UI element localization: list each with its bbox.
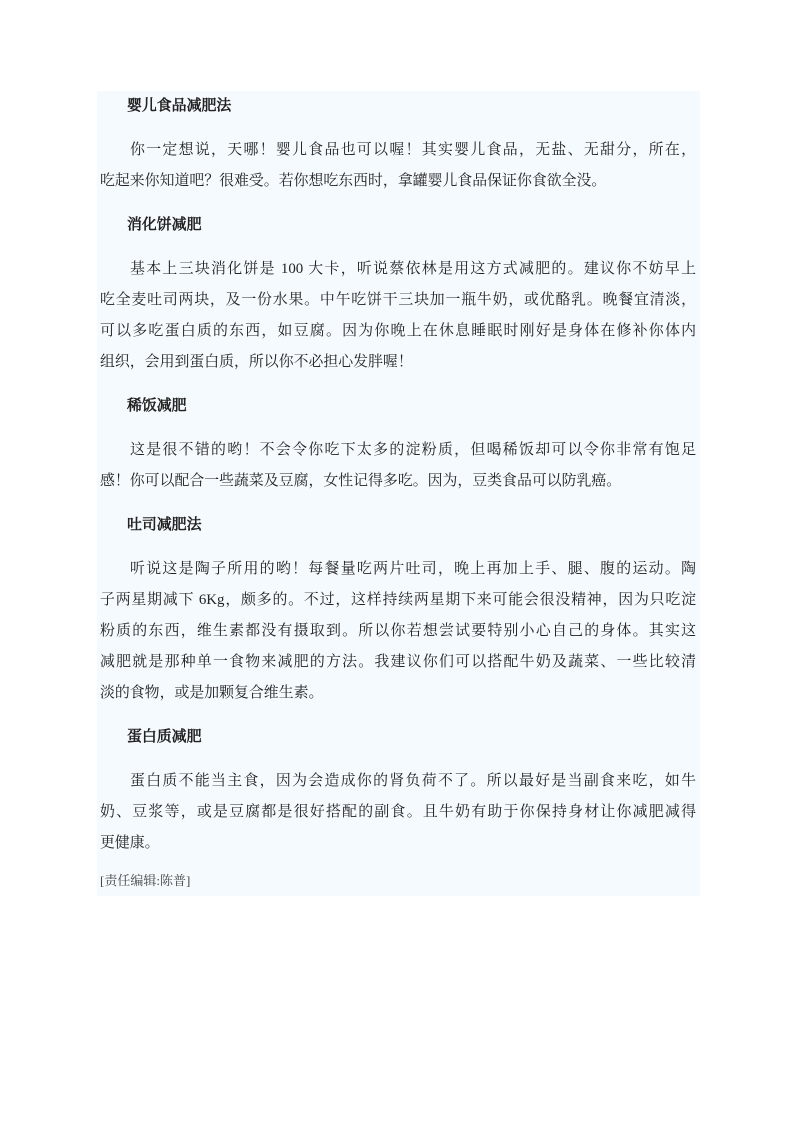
paragraph-line: 子两星期减下 6Kg，颇多的。不过，这样持续两星期下来可能会很没精神，因为只吃淀 xyxy=(100,592,696,608)
paragraph-line: 感！你可以配合一些蔬菜及豆腐，女性记得多吃。因为，豆类食品可以防乳癌。 xyxy=(100,473,622,489)
section-paragraph xyxy=(100,135,696,197)
paragraph-line: 更健康。 xyxy=(100,835,160,851)
paragraph-line: 可以多吃蛋白质的东西，如豆腐。因为你晚上在休息睡眠时刚好是身体在修补你体内 xyxy=(100,323,696,339)
paragraph-line: 蛋白质不能当主食，因为会造成你的肾负荷不了。所以最好是当副食来吃，如牛 xyxy=(130,773,696,789)
section-heading: 蛋白质减肥 xyxy=(127,729,202,745)
paragraph-line: 粉质的东西，维生素都没有摄取到。所以你若想尝试要特别小心自己的身体。其实这 xyxy=(100,623,696,639)
section-paragraph xyxy=(100,554,696,709)
section-heading: 吐司减肥法 xyxy=(127,517,202,533)
section-heading: 稀饭减肥 xyxy=(127,398,187,414)
section-paragraph xyxy=(100,254,696,378)
paragraph-line: 听说这是陶子所用的哟！每餐量吃两片吐司，晚上再加上手、腿、腹的运动。陶 xyxy=(130,561,696,577)
paragraph-line: 你一定想说，天哪！婴儿食品也可以喔！其实婴儿食品，无盐、无甜分，所在， xyxy=(130,142,696,158)
paragraph-line: 吃起来你知道吧？很难受。若你想吃东西时，拿罐婴儿食品保证你食欲全没。 xyxy=(100,173,607,189)
section-paragraph xyxy=(100,435,696,497)
paragraph-line: 淡的食物，或是加颗复合维生素。 xyxy=(100,685,324,701)
section-heading: 消化饼减肥 xyxy=(127,217,202,233)
section-heading: 婴儿食品减肥法 xyxy=(127,98,232,114)
article-body xyxy=(97,91,700,893)
paragraph-line: 吃全麦吐司两块，及一份水果。中午吃饼干三块加一瓶牛奶，或优酪乳。晚餐宜清淡， xyxy=(100,292,696,308)
section-paragraph xyxy=(100,766,696,859)
paragraph-line: 奶、豆浆等，或是豆腐都是很好搭配的副食。且牛奶有助于你保持身材让你减肥减得 xyxy=(100,804,696,820)
paragraph-line: 组织，会用到蛋白质，所以你不必担心发胖喔！ xyxy=(100,354,413,370)
editor-credit: [责任编辑:陈普] xyxy=(100,873,191,888)
paragraph-line: 减肥就是那种单一食物来减肥的方法。我建议你们可以搭配牛奶及蔬菜、一些比较清 xyxy=(100,654,696,670)
article-container xyxy=(97,91,700,896)
paragraph-line: 这是很不错的哟！不会令你吃下太多的淀粉质，但喝稀饭却可以令你非常有饱足 xyxy=(130,442,696,458)
paragraph-line: 基本上三块消化饼是 100 大卡，听说蔡依林是用这方式减肥的。建议你不妨早上 xyxy=(130,261,696,277)
